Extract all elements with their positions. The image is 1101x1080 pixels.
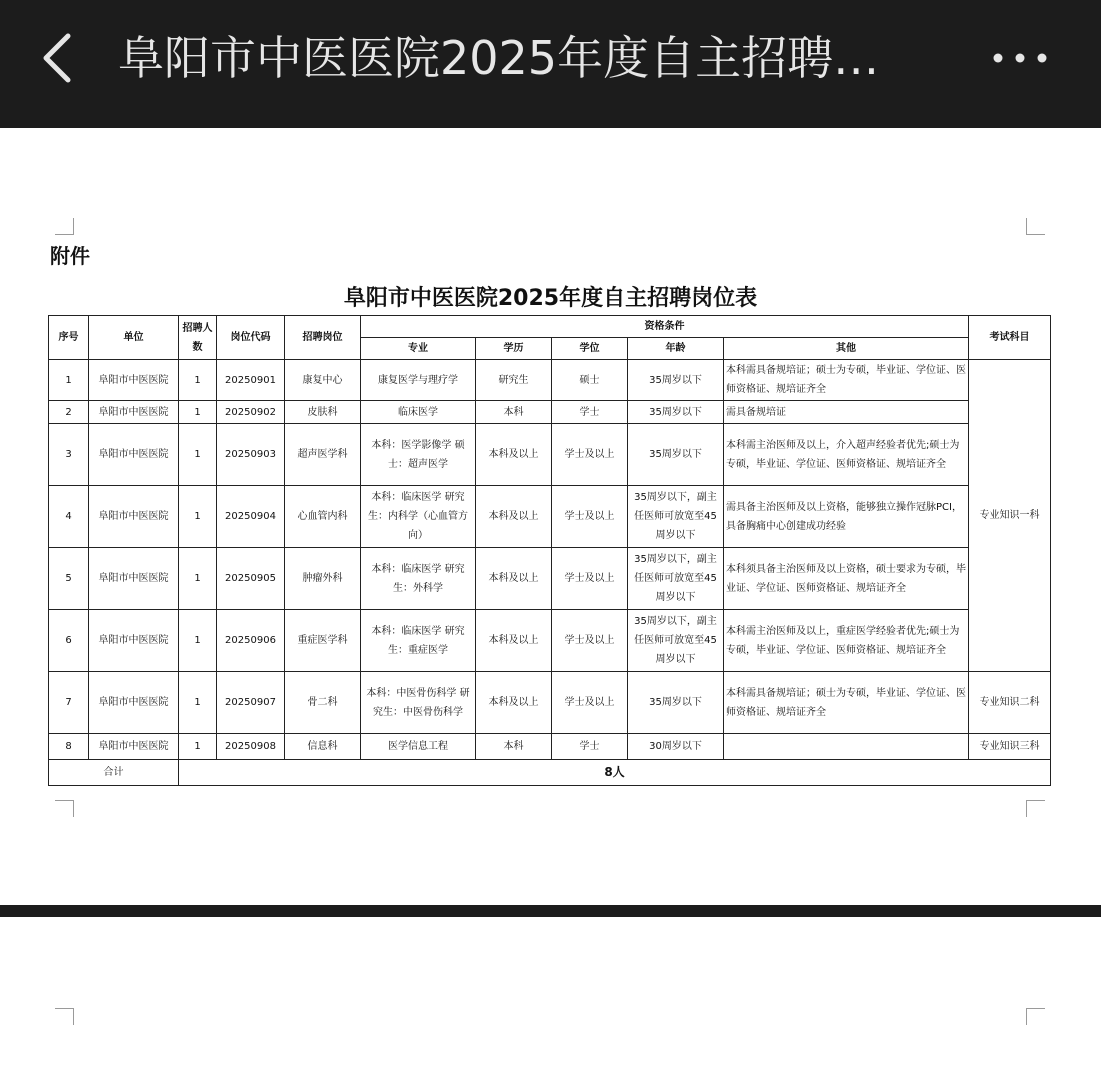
cell-other xyxy=(724,734,969,760)
more-icon xyxy=(988,36,1052,80)
cell-education: 研究生 xyxy=(476,360,552,401)
cell-code: 20250902 xyxy=(217,401,285,424)
cell-exam: 专业知识一科 xyxy=(969,360,1051,672)
cell-degree: 学士 xyxy=(552,401,628,424)
cell-major: 本科：临床医学 研究生：外科学 xyxy=(361,548,476,610)
table-row xyxy=(49,360,1051,401)
attachment-label: 附件 xyxy=(50,244,90,268)
cell-other: 本科需主治医师及以上，介入超声经验者优先;硕士为专硕，毕业证、学位证、医师资格证、规培证齐全 xyxy=(724,424,969,486)
cell-code: 20250903 xyxy=(217,424,285,486)
cell-degree: 学士及以上 xyxy=(552,672,628,734)
cell-code: 20250906 xyxy=(217,610,285,672)
cell-code: 20250901 xyxy=(217,360,285,401)
cell-unit: 阜阳市中医医院 xyxy=(89,401,179,424)
header-unit: 单位 xyxy=(89,316,179,360)
cell-education: 本科 xyxy=(476,734,552,760)
table-row xyxy=(49,734,1051,760)
page-title: 阜阳市中医医院2025年度自主招聘… xyxy=(118,31,880,85)
cell-exam: 专业知识二科 xyxy=(969,672,1051,734)
total-value: 8人 xyxy=(179,760,1051,786)
cell-unit: 阜阳市中医医院 xyxy=(89,424,179,486)
table-row xyxy=(49,401,1051,424)
cell-other: 本科需具备规培证；硕士为专硕，毕业证、学位证、医师资格证、规培证齐全 xyxy=(724,360,969,401)
cell-seq: 7 xyxy=(49,672,89,734)
page-corner-mark xyxy=(1026,1008,1045,1025)
recruitment-table xyxy=(48,315,1051,786)
cell-unit: 阜阳市中医医院 xyxy=(89,672,179,734)
cell-position: 骨二科 xyxy=(285,672,361,734)
cell-degree: 学士及以上 xyxy=(552,610,628,672)
cell-headcount: 1 xyxy=(179,360,217,401)
header-exam: 考试科目 xyxy=(969,316,1051,360)
page-corner-mark xyxy=(55,218,74,235)
cell-unit: 阜阳市中医医院 xyxy=(89,486,179,548)
back-button[interactable] xyxy=(30,26,86,90)
cell-education: 本科及以上 xyxy=(476,610,552,672)
header-other: 其他 xyxy=(724,338,969,360)
cell-education: 本科 xyxy=(476,401,552,424)
cell-education: 本科及以上 xyxy=(476,424,552,486)
cell-code: 20250908 xyxy=(217,734,285,760)
cell-exam: 专业知识三科 xyxy=(969,734,1051,760)
cell-major: 临床医学 xyxy=(361,401,476,424)
header-position: 招聘岗位 xyxy=(285,316,361,360)
cell-other: 本科需主治医师及以上，重症医学经验者优先;硕士为专硕，毕业证、学位证、医师资格证、规培证齐全 xyxy=(724,610,969,672)
cell-age: 35周岁以下，副主任医师可放宽至45周岁以下 xyxy=(628,610,724,672)
table-row xyxy=(49,486,1051,548)
header-age: 年龄 xyxy=(628,338,724,360)
cell-major: 本科：中医骨伤科学 研究生：中医骨伤科学 xyxy=(361,672,476,734)
cell-position: 康复中心 xyxy=(285,360,361,401)
page-corner-mark xyxy=(55,1008,74,1025)
cell-seq: 2 xyxy=(49,401,89,424)
total-row xyxy=(49,760,1051,786)
total-label: 合计 xyxy=(49,760,179,786)
cell-unit: 阜阳市中医医院 xyxy=(89,548,179,610)
cell-age: 35周岁以下 xyxy=(628,424,724,486)
cell-unit: 阜阳市中医医院 xyxy=(89,360,179,401)
document-title: 阜阳市中医医院2025年度自主招聘岗位表 xyxy=(343,286,758,311)
cell-position: 肿瘤外科 xyxy=(285,548,361,610)
cell-position: 信息科 xyxy=(285,734,361,760)
cell-position: 皮肤科 xyxy=(285,401,361,424)
page-divider xyxy=(0,905,1101,917)
cell-major: 本科：医学影像学 硕士：超声医学 xyxy=(361,424,476,486)
header-major: 专业 xyxy=(361,338,476,360)
cell-degree: 学士 xyxy=(552,734,628,760)
cell-seq: 3 xyxy=(49,424,89,486)
cell-education: 本科及以上 xyxy=(476,672,552,734)
cell-seq: 4 xyxy=(49,486,89,548)
header-code: 岗位代码 xyxy=(217,316,285,360)
cell-degree: 学士及以上 xyxy=(552,486,628,548)
cell-seq: 1 xyxy=(49,360,89,401)
page-corner-mark xyxy=(1026,800,1045,817)
cell-degree: 学士及以上 xyxy=(552,548,628,610)
cell-major: 本科：临床医学 研究生：重症医学 xyxy=(361,610,476,672)
cell-headcount: 1 xyxy=(179,401,217,424)
cell-other: 需具备主治医师及以上资格，能够独立操作冠脉PCI，具备胸痛中心创建成功经验 xyxy=(724,486,969,548)
cell-position: 重症医学科 xyxy=(285,610,361,672)
page-corner-mark xyxy=(55,800,74,817)
cell-position: 超声医学科 xyxy=(285,424,361,486)
cell-degree: 学士及以上 xyxy=(552,424,628,486)
more-options-button[interactable] xyxy=(988,36,1052,80)
cell-headcount: 1 xyxy=(179,734,217,760)
cell-age: 35周岁以下 xyxy=(628,672,724,734)
cell-major: 医学信息工程 xyxy=(361,734,476,760)
cell-seq: 8 xyxy=(49,734,89,760)
cell-headcount: 1 xyxy=(179,610,217,672)
cell-education: 本科及以上 xyxy=(476,548,552,610)
cell-headcount: 1 xyxy=(179,672,217,734)
cell-age: 35周岁以下，副主任医师可放宽至45周岁以下 xyxy=(628,548,724,610)
table-row xyxy=(49,672,1051,734)
cell-age: 35周岁以下 xyxy=(628,360,724,401)
cell-major: 康复医学与理疗学 xyxy=(361,360,476,401)
cell-other: 需具备规培证 xyxy=(724,401,969,424)
cell-headcount: 1 xyxy=(179,548,217,610)
header-degree: 学位 xyxy=(552,338,628,360)
table-row xyxy=(49,610,1051,672)
cell-education: 本科及以上 xyxy=(476,486,552,548)
cell-seq: 6 xyxy=(49,610,89,672)
chevron-left-icon xyxy=(30,26,86,90)
cell-headcount: 1 xyxy=(179,486,217,548)
header-seq: 序号 xyxy=(49,316,89,360)
top-bar xyxy=(0,0,1101,128)
header-education: 学历 xyxy=(476,338,552,360)
cell-code: 20250905 xyxy=(217,548,285,610)
cell-degree: 硕士 xyxy=(552,360,628,401)
cell-other: 本科须具备主治医师及以上资格，硕士要求为专硕，毕业证、学位证、医师资格证、规培证齐全 xyxy=(724,548,969,610)
cell-code: 20250904 xyxy=(217,486,285,548)
page-corner-mark xyxy=(1026,218,1045,235)
cell-age: 35周岁以下 xyxy=(628,401,724,424)
cell-headcount: 1 xyxy=(179,424,217,486)
cell-position: 心血管内科 xyxy=(285,486,361,548)
cell-unit: 阜阳市中医医院 xyxy=(89,734,179,760)
cell-age: 30周岁以下 xyxy=(628,734,724,760)
header-qualifications: 资格条件 xyxy=(361,316,969,338)
cell-age: 35周岁以下，副主任医师可放宽至45周岁以下 xyxy=(628,486,724,548)
cell-code: 20250907 xyxy=(217,672,285,734)
cell-major: 本科：临床医学 研究生：内科学（心血管方向） xyxy=(361,486,476,548)
cell-other: 本科需具备规培证；硕士为专硕，毕业证、学位证、医师资格证、规培证齐全 xyxy=(724,672,969,734)
cell-unit: 阜阳市中医医院 xyxy=(89,610,179,672)
cell-seq: 5 xyxy=(49,548,89,610)
table-row xyxy=(49,548,1051,610)
table-row xyxy=(49,424,1051,486)
header-headcount: 招聘人数 xyxy=(179,316,217,360)
